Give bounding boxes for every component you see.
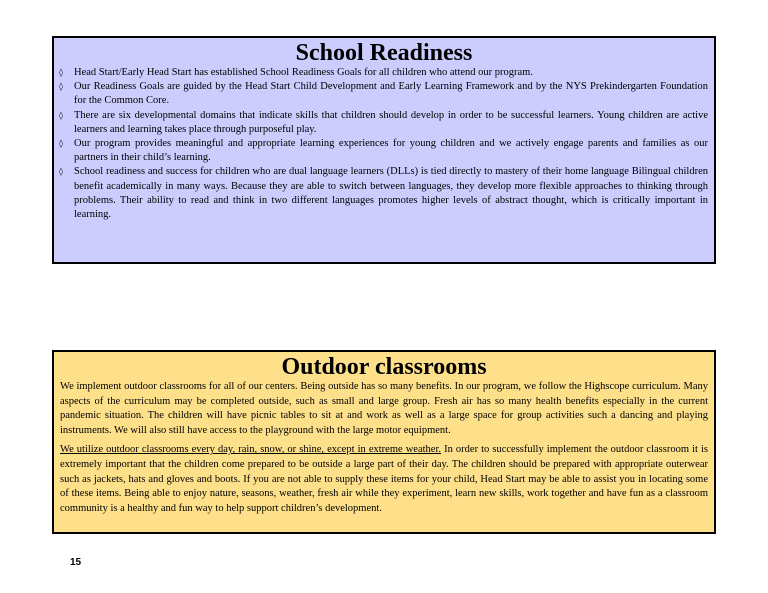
outdoor-paragraph-2 — [54, 443, 714, 516]
list-item-text: There are six developmental domains that indicate skills that children should develop in order to be successful learners. Young children are active learners and learning takes place through purposeful play. — [74, 109, 708, 135]
diamond-bullet-icon: ◊ — [59, 110, 63, 120]
outdoor-paragraph-2-underlined: We utilize outdoor classrooms every day, rain, snow, or shine, except in extreme weather. — [60, 444, 441, 456]
outdoor-paragraph-2-rest: In order to successfully implement the outdoor classroom it is extremely important that the children come prepared to be outside a large part of their day. The children should be prepared with appropriate outerwear such as jackets, hats and gloves and boots. If you are not able to supply these items for your child, Head Start may be able to assist you in locating some of these items. Being able to enjoy nature, seasons, weather, fresh air while they experiment, learn new skills, work together and have fun as a classroom community is a healthy and fun way to help support children’s development. — [60, 444, 708, 514]
list-item — [54, 165, 714, 222]
list-item-text: Our Readiness Goals are guided by the Head Start Child Development and Early Learning Framework and by the NYS Prekindergarten Foundation for the Common Core. — [74, 81, 708, 107]
diamond-bullet-icon: ◊ — [59, 139, 63, 149]
diamond-bullet-icon: ◊ — [59, 167, 63, 177]
diamond-bullet-icon: ◊ — [59, 68, 63, 77]
outdoor-paragraph-1: We implement outdoor classrooms for all of our centers. Being outside has so many benefits. In our program, we follow the Highscope curriculum. Many aspects of the curriculum may be completed outside, such as small and large group. Fresh air has so many health benefits especially in the current pandemic situation. The children will have picnic tables to sit at and work as well as a large space for group activities such a dancing and playing instruments. We will also still have access to the playground with the large motor equipment. — [60, 381, 708, 436]
school-readiness-list — [54, 66, 714, 222]
list-item-text: Head Start/Early Head Start has established School Readiness Goals for all children who attend our program. — [74, 67, 533, 78]
list-item — [54, 66, 714, 80]
diamond-bullet-icon: ◊ — [59, 82, 63, 92]
school-readiness-title: School Readiness — [295, 40, 473, 66]
list-item — [54, 137, 714, 165]
list-item — [54, 109, 714, 137]
page-number: 15 — [70, 557, 82, 568]
list-item — [54, 80, 714, 108]
outdoor-classrooms-box — [52, 350, 716, 534]
outdoor-classrooms-title: Outdoor classrooms — [281, 354, 487, 380]
school-readiness-box — [52, 36, 716, 264]
list-item-text: Our program provides meaningful and appropriate learning experiences for young children and we actively engage parents and families as our partners in their child’s learning. — [74, 138, 708, 164]
list-item-text: School readiness and success for children who are dual language learners (DLLs) is tied directly to mastery of their home language Bilingual children benefit academically in many ways. Because they are able to switch between languages, they develop more flexible approaches to thinking through problems. Their ability to read and think in two different languages promotes higher levels of abstract thought, which is critically important in learning. — [74, 166, 708, 221]
